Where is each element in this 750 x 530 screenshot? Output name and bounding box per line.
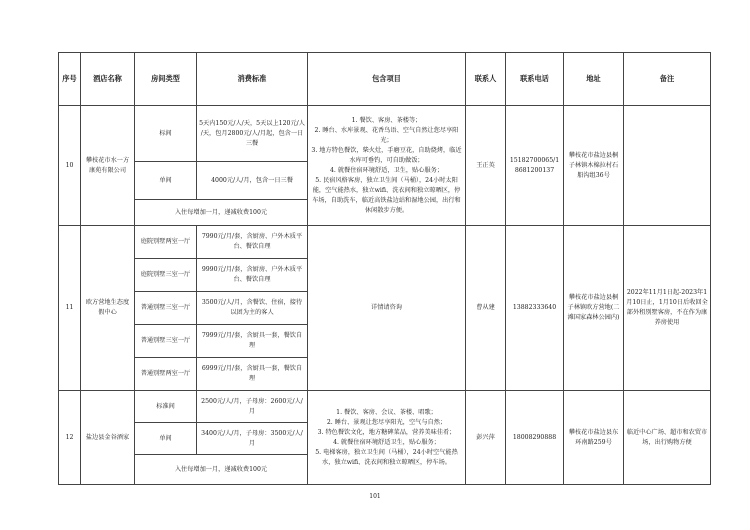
room-price: 7999元/月/套，含厨具一套，餐饮自理 [197, 325, 308, 358]
hotel-address: 攀枝花市盐边县东环南路259号 [564, 391, 624, 485]
table-row [59, 106, 711, 162]
included-items: 详情请咨询 [308, 226, 466, 391]
header-room-type: 房间类型 [135, 53, 197, 106]
extra-note: 入住每增加一月，递减收费100元 [135, 455, 308, 485]
room-price: 2500元/人/月，子母房：2600元/人/月 [197, 391, 308, 423]
included-items [308, 391, 466, 485]
header-note: 备注 [624, 53, 711, 106]
item-line: 1. 餐饮、客房、茶楼等； [351, 116, 422, 124]
hotel-note [624, 106, 711, 226]
contact-name: 王正英 [466, 106, 506, 226]
row-no: 10 [59, 106, 81, 226]
room-type: 普通别墅两室一厅 [135, 358, 197, 391]
header-price: 消费标准 [197, 53, 308, 106]
row-no: 12 [59, 391, 81, 485]
contact-name: 曹从建 [466, 226, 506, 391]
contact-phone: 13882333640 [506, 226, 564, 391]
header-contact: 联系人 [466, 53, 506, 106]
item-line: 3. 特色餐饮文化，地方糖碑菜品，营养美味佳肴； [317, 428, 456, 436]
room-type: 标间 [135, 106, 197, 162]
included-items [308, 106, 466, 226]
room-price: 3400元/人/月，子母房：3500元/人/月 [197, 423, 308, 455]
item-line: 4. 就餐住宿环境舒适，卫生，贴心服务； [329, 166, 444, 174]
page-number: 101 [369, 493, 381, 500]
header-row [59, 53, 711, 106]
table-row [59, 391, 711, 423]
room-type: 单间 [135, 162, 197, 200]
room-price: 9990元/月/套，含厨房、户外木质平台、餐饮自理 [197, 259, 308, 292]
room-price: 5天内150元/人/天，5天以上120元/人 /天，包月2800元/人/月起，包含一日三餐 [197, 106, 308, 162]
hotel-address: 攀枝花市盐边县桐子林镇木棉拉村石船沟组36号 [564, 106, 624, 226]
contact-phone: 18008290888 [506, 391, 564, 485]
item-line: 2. 睡台、景观让您尽享阳光，空气与自然； [326, 418, 447, 426]
room-type: 普通别墅三室一厅 [135, 292, 197, 325]
hotel-note: 临近中心广场、超市和农贸市场，出行购物方便 [624, 391, 711, 485]
room-type: 标准间 [135, 391, 197, 423]
hotel-note: 2022年11月1日起-2023年1月10日止，1月10日后收回全部外租别墅客房，不在作为康养房使用 [624, 226, 711, 391]
item-line: 4. 就餐住宿环境舒适卫生，贴心服务； [333, 438, 440, 446]
header-items: 包含项目 [308, 53, 466, 106]
header-hotel-name: 酒店名称 [81, 53, 135, 106]
room-type: 普通别墅三室一厅 [135, 325, 197, 358]
item-line: 3. 地方特色餐饮，柴火灶，手磨豆花，自助烧烤，临近水库可垂钓，可自助做饭； [311, 146, 462, 164]
contact-name: 彭兴萍 [466, 391, 506, 485]
item-line: 5. 电梯客房，独立卫生间（马桶），24小时空气能热水，独立wifi、洗衣间和独立晾晒区，停车场。 [315, 448, 458, 466]
item-line: 2. 睡台、水库景观、花香鸟语、空气自然让您尽享阳光； [314, 126, 459, 144]
extra-note: 入住每增加一月，递减收费100元 [135, 200, 308, 226]
hotel-name: 欧方营地生态度假中心 [81, 226, 135, 391]
room-price: 6999元/月/套，含厨具一套，餐饮自理 [197, 358, 308, 391]
room-type: 庭院别墅三室一厅 [135, 259, 197, 292]
room-type: 单间 [135, 423, 197, 455]
room-price: 3500元/人/月，含餐饮、住宿，接待以团为主的客人 [197, 292, 308, 325]
table-row [59, 226, 711, 259]
room-price: 4000元/人/月，包含一日三餐 [197, 162, 308, 200]
hotel-name: 盐边县金谷酒家 [81, 391, 135, 485]
row-no: 11 [59, 226, 81, 391]
header-phone: 联系电话 [506, 53, 564, 106]
header-no: 序号 [59, 53, 81, 106]
item-line: 1. 餐饮、客房、会议、茶楼、唱歌； [336, 408, 437, 416]
hotel-pricing-table [58, 52, 711, 485]
hotel-address: 攀枝花市盐边县桐子林镇欧方营地(二滩国家森林公园内) [564, 226, 624, 391]
item-line: 5. 民宿风格客房，独立卫生间（马桶），24小时太阳能，空气能热水，独立wifi、洗衣间和独立晾晒区，停车场，自助洗车，临近高铁盐边站和湿地公园，出行和休闲散步方便。 [312, 176, 461, 214]
header-address: 地址 [564, 53, 624, 106]
contact-phone: 15182700065/18681200137 [506, 106, 564, 226]
room-type: 庭院别墅两室一厅 [135, 226, 197, 259]
room-price: 7990元/月/套，含厨房、户外木质平台、餐饮自理 [197, 226, 308, 259]
hotel-name: 攀枝花市水一方康苑有限公司 [81, 106, 135, 226]
